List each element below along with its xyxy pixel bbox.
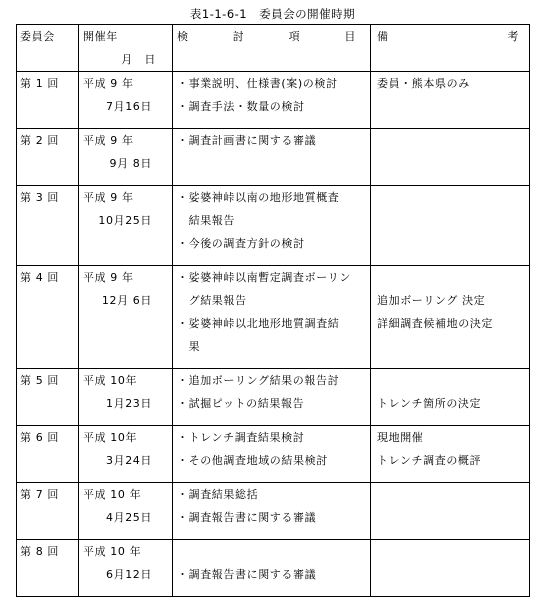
remarks-item [371,129,529,152]
agenda-cell [173,186,371,266]
table-row [17,483,530,540]
agenda-cell [173,540,371,597]
table-row [17,266,530,369]
table-title: 表1-1-6-1 委員会の開催時期 [189,7,356,21]
agenda-item: 果 [177,340,201,353]
committee-cell [17,129,79,186]
date-year: 平成 10年 [83,431,138,444]
agenda-item: グ結果報告 [177,294,247,307]
committee-label: 第 2 回 [20,134,59,147]
header-agenda-char: 目 [344,30,356,43]
remarks-item: トレンチ調査の概評 [377,454,482,467]
remarks-item [371,483,529,506]
agenda-item: ・娑婆神峠以北地形地質調査結 [177,317,340,330]
header-date-line2: 月 日 [121,53,156,66]
agenda-item: 結果報告 [177,214,235,227]
date-cell [79,72,173,129]
committee-label: 第 1 回 [20,77,59,90]
date-monthday: 4月25日 [106,511,152,524]
agenda-item: ・調査報告書に関する審議 [177,568,317,581]
header-agenda-char: 検 [177,30,189,43]
remarks-cell [371,266,530,369]
header-committee-label: 委員会 [20,30,55,43]
date-cell [79,483,173,540]
remarks-item [371,266,529,289]
agenda-item: ・調査手法・数量の検討 [177,100,305,113]
table-row [17,426,530,483]
table-row [17,129,530,186]
agenda-item: ・トレンチ調査結果検討 [177,431,305,444]
agenda-item: ・調査結果総括 [177,488,259,501]
remarks-item: 委員・熊本県のみ [377,77,470,90]
header-remarks-label [371,25,529,48]
table-row [17,186,530,266]
remarks-cell [371,426,530,483]
date-cell [79,426,173,483]
agenda-cell [173,483,371,540]
remarks-cell [371,186,530,266]
remarks-cell [371,483,530,540]
committee-cell [17,426,79,483]
date-monthday: 1月23日 [106,397,152,410]
date-monthday: 7月16日 [106,100,152,113]
remarks-cell [371,369,530,426]
date-year: 平成 9 年 [83,134,134,147]
agenda-item: ・追加ボーリング結果の報告討 [177,374,340,387]
agenda-item: ・今後の調査方針の検討 [177,237,305,250]
header-agenda [173,25,371,72]
date-monthday: 9月 8日 [109,157,152,170]
agenda-item: ・調査報告書に関する審議 [177,511,317,524]
committee-cell [17,266,79,369]
date-monthday: 6月12日 [106,568,152,581]
agenda-item: ・その他調査地域の結果検討 [177,454,328,467]
remarks-item [371,540,529,563]
header-agenda-char: 項 [288,30,301,43]
remarks-item [371,335,529,358]
date-cell [79,266,173,369]
committee-cell [17,369,79,426]
date-cell [79,540,173,597]
agenda-item: ・試掘ピットの結果報告 [177,397,305,410]
committee-cell [17,186,79,266]
header-date-line1: 開催年 [83,30,118,43]
agenda-cell [173,426,371,483]
date-cell [79,129,173,186]
header-remarks-char: 考 [507,30,519,43]
header-agenda-char: 討 [232,30,245,43]
agenda-cell [173,72,371,129]
committee-label: 第 3 回 [20,191,59,204]
agenda-cell [173,129,371,186]
remarks-cell [371,540,530,597]
remarks-item: トレンチ箇所の決定 [377,397,482,410]
remarks-item: 追加ボーリング 決定 [377,294,486,307]
remarks-item [371,186,529,209]
agenda-item [173,540,370,563]
remarks-item [371,209,529,232]
date-cell [79,369,173,426]
header-row [17,25,530,72]
header-agenda-label [173,25,370,48]
date-cell [79,186,173,266]
remarks-item [371,152,529,175]
table-row [17,369,530,426]
agenda-item: ・娑婆神峠以南の地形地質概査 [177,191,340,204]
header-remarks [371,25,530,72]
committee-cell [17,483,79,540]
table-row [17,540,530,597]
date-monthday: 3月24日 [106,454,152,467]
remarks-cell [371,129,530,186]
remarks-item [371,506,529,529]
agenda-item: ・事業説明、仕様書(案)の検討 [177,77,338,90]
remarks-item [371,232,529,255]
agenda-item: ・調査計画書に関する審議 [177,134,317,147]
remarks-item [371,95,529,118]
remarks-cell [371,72,530,129]
committee-label: 第 8 回 [20,545,59,558]
committee-label: 第 4 回 [20,271,59,284]
remarks-item [371,369,529,392]
agenda-item [173,152,370,175]
agenda-item: ・娑婆神峠以南暫定調査ボーリン [177,271,351,284]
committee-label: 第 5 回 [20,374,59,387]
agenda-cell [173,266,371,369]
header-date [79,25,173,72]
committee-schedule-table [16,24,530,597]
header-committee [17,25,79,72]
date-monthday: 10月25日 [98,214,152,227]
committee-label: 第 6 回 [20,431,59,444]
agenda-cell [173,369,371,426]
date-year: 平成 10 年 [83,545,142,558]
header-remarks-char: 備 [377,30,389,43]
committee-cell [17,72,79,129]
date-monthday: 12月 6日 [101,294,152,307]
date-year: 平成 9 年 [83,191,134,204]
committee-label: 第 7 回 [20,488,59,501]
remarks-item: 詳細調査候補地の決定 [377,317,493,330]
date-year: 平成 10年 [83,374,138,387]
date-year: 平成 10 年 [83,488,142,501]
remarks-item: 現地開催 [377,431,424,444]
date-year: 平成 9 年 [83,77,134,90]
date-year: 平成 9 年 [83,271,134,284]
table-row [17,72,530,129]
committee-cell [17,540,79,597]
remarks-item [371,563,529,586]
